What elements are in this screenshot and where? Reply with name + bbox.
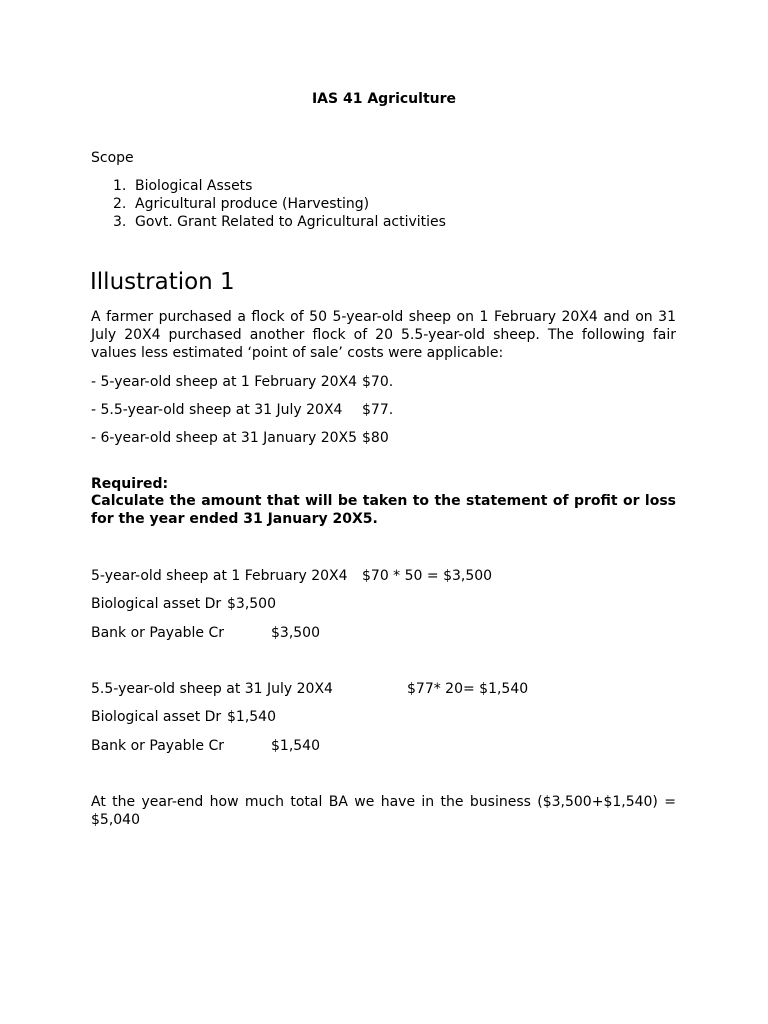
list-number: 2. bbox=[113, 196, 127, 212]
value-amount: $77. bbox=[362, 402, 394, 418]
value-label: - 5-year-old sheep at 1 February 20X4 bbox=[91, 374, 358, 390]
value-row bbox=[91, 401, 342, 419]
second-purchase-label: 5.5-year-old sheep at 31 July 20X4 bbox=[91, 681, 333, 697]
second-dr-label: Biological asset Dr bbox=[91, 709, 222, 725]
second-cr-value: $1,540 bbox=[271, 738, 320, 754]
illustration-intro: A farmer purchased a flock of 50 5-year-old sheep on 1 February 20X4 and on 31 July 20X4 purchased another flock of 20 5.5-year-old sheep. The following fair values less estimated ‘point of sale’ costs were applicable: bbox=[91, 309, 676, 361]
second-cr-label: Bank or Payable Cr bbox=[91, 738, 225, 754]
first-dr-value: $3,500 bbox=[227, 596, 276, 612]
value-amount: $80 bbox=[362, 430, 389, 446]
first-dr-label: Biological asset Dr bbox=[91, 596, 222, 612]
first-cr-value: $3,500 bbox=[271, 625, 320, 641]
value-label: - 6-year-old sheep at 31 January 20X5 bbox=[91, 430, 358, 446]
value-amount: $70. bbox=[362, 374, 394, 390]
illustration-heading: Illustration 1 bbox=[90, 269, 235, 295]
list-text: Govt. Grant Related to Agricultural activities bbox=[135, 214, 446, 230]
value-row bbox=[91, 373, 357, 391]
scope-label: Scope bbox=[91, 150, 134, 166]
list-text: Agricultural produce (Harvesting) bbox=[135, 196, 370, 212]
value-row bbox=[91, 429, 357, 447]
scope-list-item bbox=[113, 177, 252, 195]
value-label: - 5.5-year-old sheep at 31 July 20X4 bbox=[91, 402, 343, 418]
required-label: Required: bbox=[91, 476, 169, 492]
required-text: Calculate the amount that will be taken to the statement of profit or loss for the year ended 31 January 20X5. bbox=[91, 493, 676, 527]
total-paragraph: At the year-end how much total BA we have in the business ($3,500+$1,540) = $5,040 bbox=[91, 794, 676, 828]
second-dr-value: $1,540 bbox=[227, 709, 276, 725]
list-number: 3. bbox=[113, 214, 127, 230]
scope-list-item bbox=[113, 195, 369, 213]
list-number: 1. bbox=[113, 178, 127, 194]
first-purchase-label: 5-year-old sheep at 1 February 20X4 bbox=[91, 568, 348, 584]
first-purchase-calc: $70 * 50 = $3,500 bbox=[362, 568, 493, 584]
first-cr-label: Bank or Payable Cr bbox=[91, 625, 225, 641]
scope-list-item bbox=[113, 213, 446, 231]
second-purchase-calc: $77* 20= $1,540 bbox=[407, 681, 529, 697]
document-title: IAS 41 Agriculture bbox=[311, 91, 457, 107]
list-text: Biological Assets bbox=[135, 178, 253, 194]
